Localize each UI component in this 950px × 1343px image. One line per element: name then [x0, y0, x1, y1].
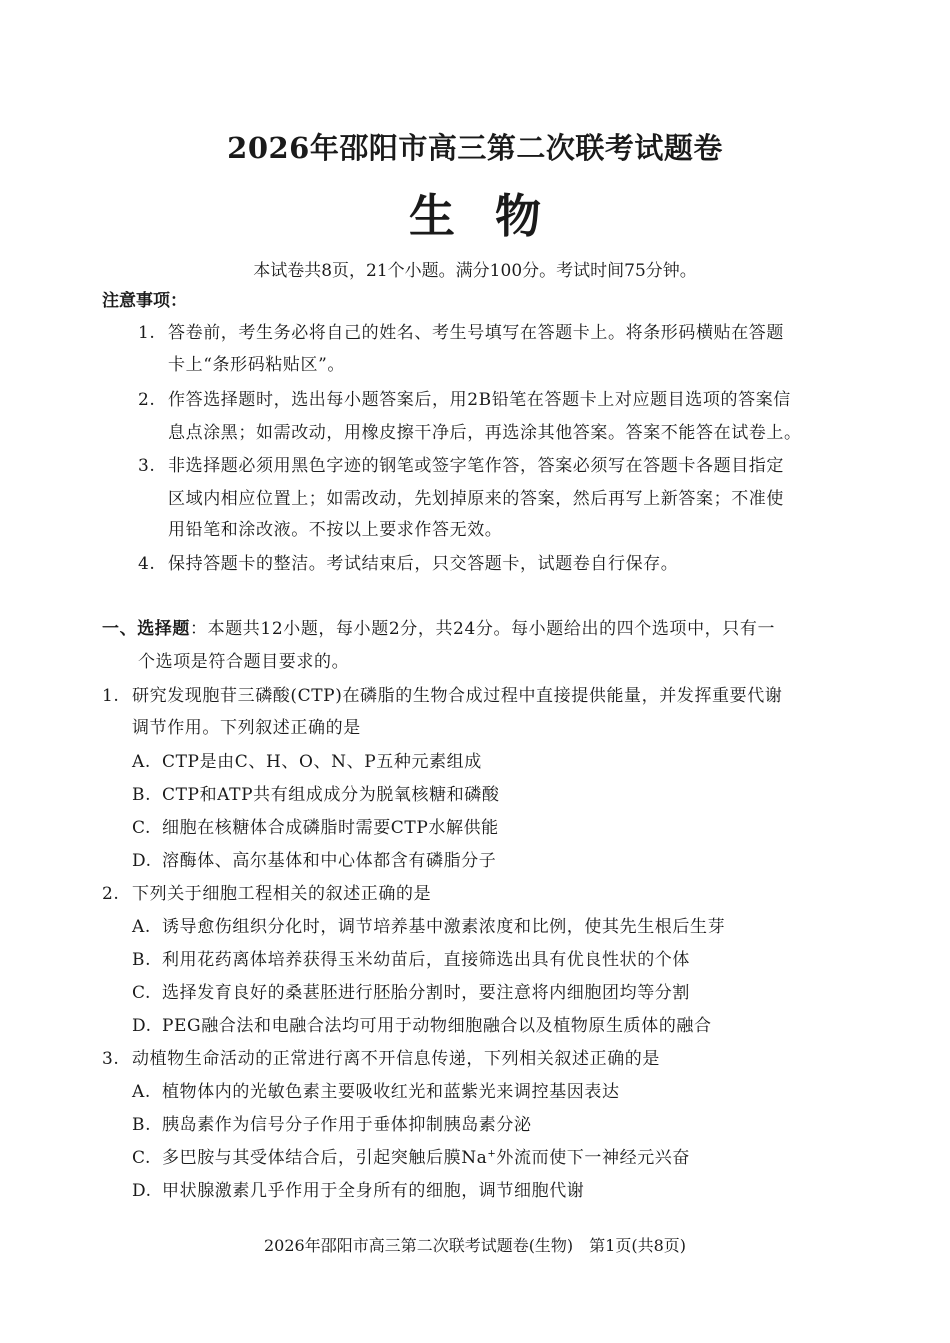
option-text: CTP和ATP共有组成成分为脱氧核糖和磷酸 [162, 785, 500, 805]
question-stem: 动植物生命活动的正常进行离不开信息传递，下列相关叙述正确的是 [132, 1049, 660, 1069]
option-text: 溶酶体、高尔基体和中心体都含有磷脂分子 [162, 851, 497, 871]
option-label: A. [132, 752, 151, 772]
option-text: 胰岛素作为信号分子作用于垂体抑制胰岛素分泌 [162, 1115, 532, 1135]
option-2a [132, 912, 725, 937]
notice-item-2-cont: 息点涂黑；如需改动，用橡皮擦干净后，再选涂其他答案。答案不能答在试卷上。 [168, 423, 802, 443]
notice-item-3-cont: 区域内相应位置上；如需改动，先划掉原来的答案，然后再写上新答案；不准使 [168, 489, 784, 509]
option-label: D. [132, 1016, 152, 1036]
question-3 [102, 1044, 660, 1069]
option-1a [132, 747, 482, 772]
section-desc: ：本题共12小题，每小题2分，共24分。每小题给出的四个选项中，只有一 [190, 619, 776, 639]
option-label: B. [132, 950, 152, 970]
option-text-after: 外流而使下一神经元兴奋 [496, 1148, 691, 1168]
superscript-plus: + [487, 1148, 497, 1160]
option-text: CTP是由C、H、O、N、P五种元素组成 [162, 752, 482, 772]
option-text: PEG融合法和电融合法均可用于动物细胞融合以及植物原生质体的融合 [162, 1016, 712, 1036]
notice-item-1-cont: 卡上“条形码粘贴区”。 [168, 355, 345, 375]
section-desc-cont: 个选项是符合题目要求的。 [138, 652, 350, 672]
option-3c [132, 1143, 690, 1168]
question-2 [102, 879, 431, 904]
page-footer: 2026年邵阳市高三第二次联考试题卷(生物) 第1页(共8页) [263, 1236, 687, 1255]
option-text: 诱导愈伤组织分化时，调节培养基中激素浓度和比例，使其先生根后生芽 [162, 917, 726, 937]
question-1-stem-cont: 调节作用。下列叙述正确的是 [132, 718, 361, 738]
question-number: 3. [102, 1049, 120, 1069]
question-stem: 研究发现胞苷三磷酸(CTP)在磷脂的生物合成过程中直接提供能量，并发挥重要代谢 [132, 686, 783, 706]
option-label: D. [132, 851, 152, 871]
notice-item-text: 非选择题必须用黑色字迹的钢笔或签字笔作答，答案必须写在答题卡各题目指定 [168, 456, 784, 476]
notice-item-text: 保持答题卡的整洁。考试结束后，只交答题卡，试题卷自行保存。 [168, 554, 679, 574]
option-text-before: 多巴胺与其受体结合后，引起突触后膜Na [162, 1148, 488, 1168]
notice-item-number: 2. [138, 390, 156, 410]
option-1d [132, 846, 496, 871]
option-3a [132, 1077, 620, 1102]
option-2c [132, 978, 690, 1003]
question-stem: 下列关于细胞工程相关的叙述正确的是 [132, 884, 432, 904]
option-text: 细胞在核糖体合成磷脂时需要CTP水解供能 [162, 818, 499, 838]
option-label: C. [132, 1148, 152, 1168]
question-number: 1. [102, 686, 120, 706]
option-1c [132, 813, 499, 838]
option-label: C. [132, 983, 152, 1003]
notice-item-3 [138, 451, 784, 476]
option-label: B. [132, 1115, 152, 1135]
exam-intro: 本试卷共8页，21个小题。满分100分。考试时间75分钟。 [253, 261, 697, 281]
notice-item-number: 4. [138, 554, 156, 574]
option-label: B. [132, 785, 152, 805]
notice-item-2 [138, 385, 791, 410]
option-3d [132, 1176, 584, 1201]
option-2d [132, 1011, 712, 1036]
question-number: 2. [102, 884, 120, 904]
notice-item-1 [138, 318, 784, 343]
notice-item-number: 1. [138, 323, 156, 343]
option-label: C. [132, 818, 152, 838]
exam-title: 2026年邵阳市高三第二次联考试题卷 [227, 131, 723, 165]
notice-item-3-cont2: 用铅笔和涂改液。不按以上要求作答无效。 [168, 520, 503, 540]
option-3b [132, 1110, 532, 1135]
option-1b [132, 780, 500, 805]
notice-heading: 注意事项： [102, 291, 187, 311]
option-label: A. [132, 1082, 151, 1102]
notice-item-number: 3. [138, 456, 156, 476]
option-label: D. [132, 1181, 152, 1201]
section-heading [102, 614, 775, 639]
option-text: 植物体内的光敏色素主要吸收红光和蓝紫光来调控基因表达 [162, 1082, 620, 1102]
option-label: A. [132, 917, 151, 937]
notice-item-text: 作答选择题时，选出每小题答案后，用2B铅笔在答题卡上对应题目选项的答案信 [168, 390, 791, 410]
subject-title: 生物 [409, 189, 581, 243]
option-text: 甲状腺激素几乎作用于全身所有的细胞，调节细胞代谢 [162, 1181, 585, 1201]
option-text: 利用花药离体培养获得玉米幼苗后，直接筛选出具有优良性状的个体 [162, 950, 690, 970]
option-2b [132, 945, 690, 970]
notice-item-4 [138, 549, 678, 574]
option-text: 选择发育良好的桑葚胚进行胚胎分割时，要注意将内细胞团均等分割 [162, 983, 690, 1003]
question-1 [102, 681, 782, 706]
section-label: 一、选择题 [102, 619, 190, 639]
notice-item-text: 答卷前，考生务必将自己的姓名、考生号填写在答题卡上。将条形码横贴在答题 [168, 323, 784, 343]
